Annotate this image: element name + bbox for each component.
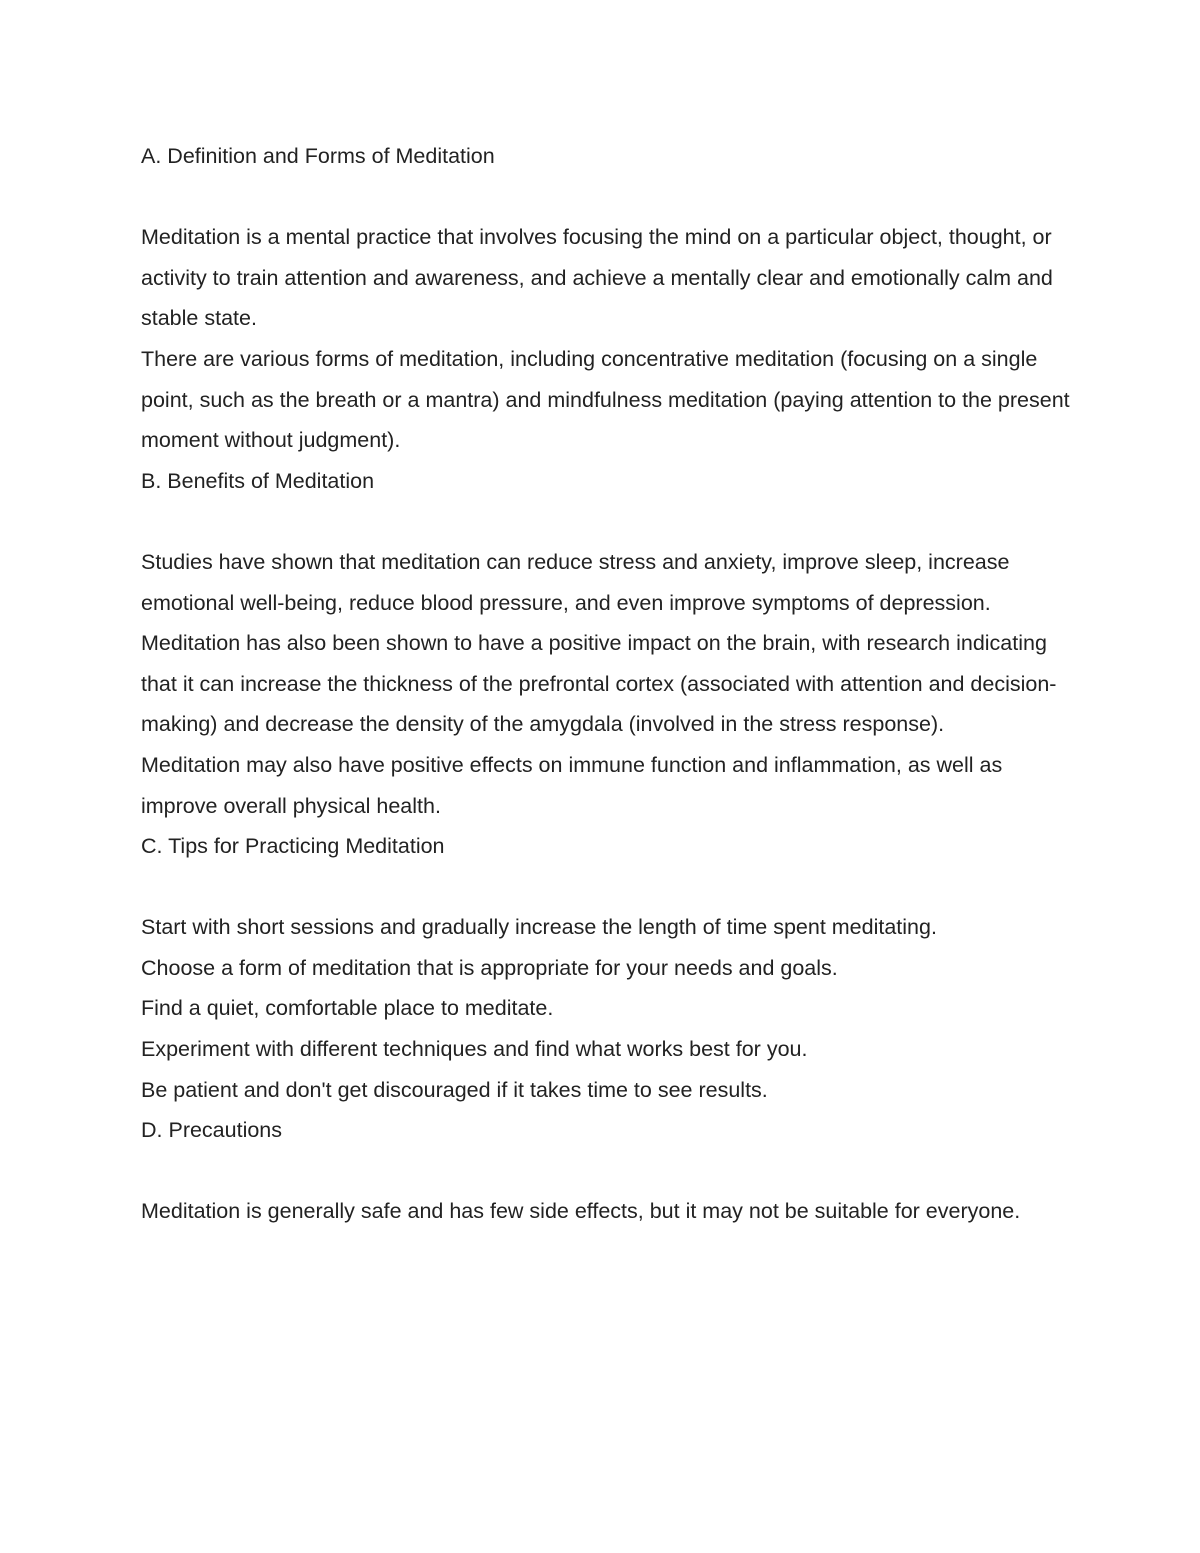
tip-item: Experiment with different techniques and find what works best for you. [141,1037,808,1062]
tip-item: Be patient and don't get discouraged if it takes time to see results. [141,1077,768,1102]
tip-item: Find a quiet, comfortable place to meditate. [141,996,554,1021]
paragraph-benefits-brain: Meditation has also been shown to have a positive impact on the brain, with research indicating that it can increase the thickness of the prefrontal cortex (associated with attention and decision-making) and decrease the density of the amygdala (involved in the stress response). [141,631,1057,737]
paragraph-benefits-physical: Meditation may also have positive effects on immune function and inflammation, as well as improve overall physical health. [141,752,1003,818]
tip-item: Start with short sessions and gradually increase the length of time spent meditating. [141,915,937,940]
blank-line [141,177,1071,218]
section-heading-tips: C. Tips for Practicing Meditation [141,834,445,859]
blank-line [141,867,1071,908]
tip-item: Choose a form of meditation that is appropriate for your needs and goals. [141,955,838,980]
section-heading-definition: A. Definition and Forms of Meditation [141,144,495,168]
paragraph-precautions: Meditation is generally safe and has few side effects, but it may not be suitable for everyone. [141,1199,1021,1224]
paragraph-definition: Meditation is a mental practice that involves focusing the mind on a particular object, thought, or activity to train attention and awareness, and achieve a mentally clear and emotionally calm and stable state. [141,225,1053,331]
paragraph-forms: There are various forms of meditation, including concentrative meditation (focusing on a single point, such as the breath or a mantra) and mindfulness meditation (paying attention to the present moment without judgment). [141,346,1070,453]
paragraph-benefits-studies: Studies have shown that meditation can reduce stress and anxiety, improve sleep, increase emotional well-being, reduce blood pressure, and even improve symptoms of depression. [141,549,1010,615]
section-heading-benefits: B. Benefits of Meditation [141,468,375,493]
document-body [141,136,1071,1232]
blank-line [141,1151,1071,1192]
section-heading-precautions: D. Precautions [141,1118,283,1143]
blank-line [141,501,1071,542]
